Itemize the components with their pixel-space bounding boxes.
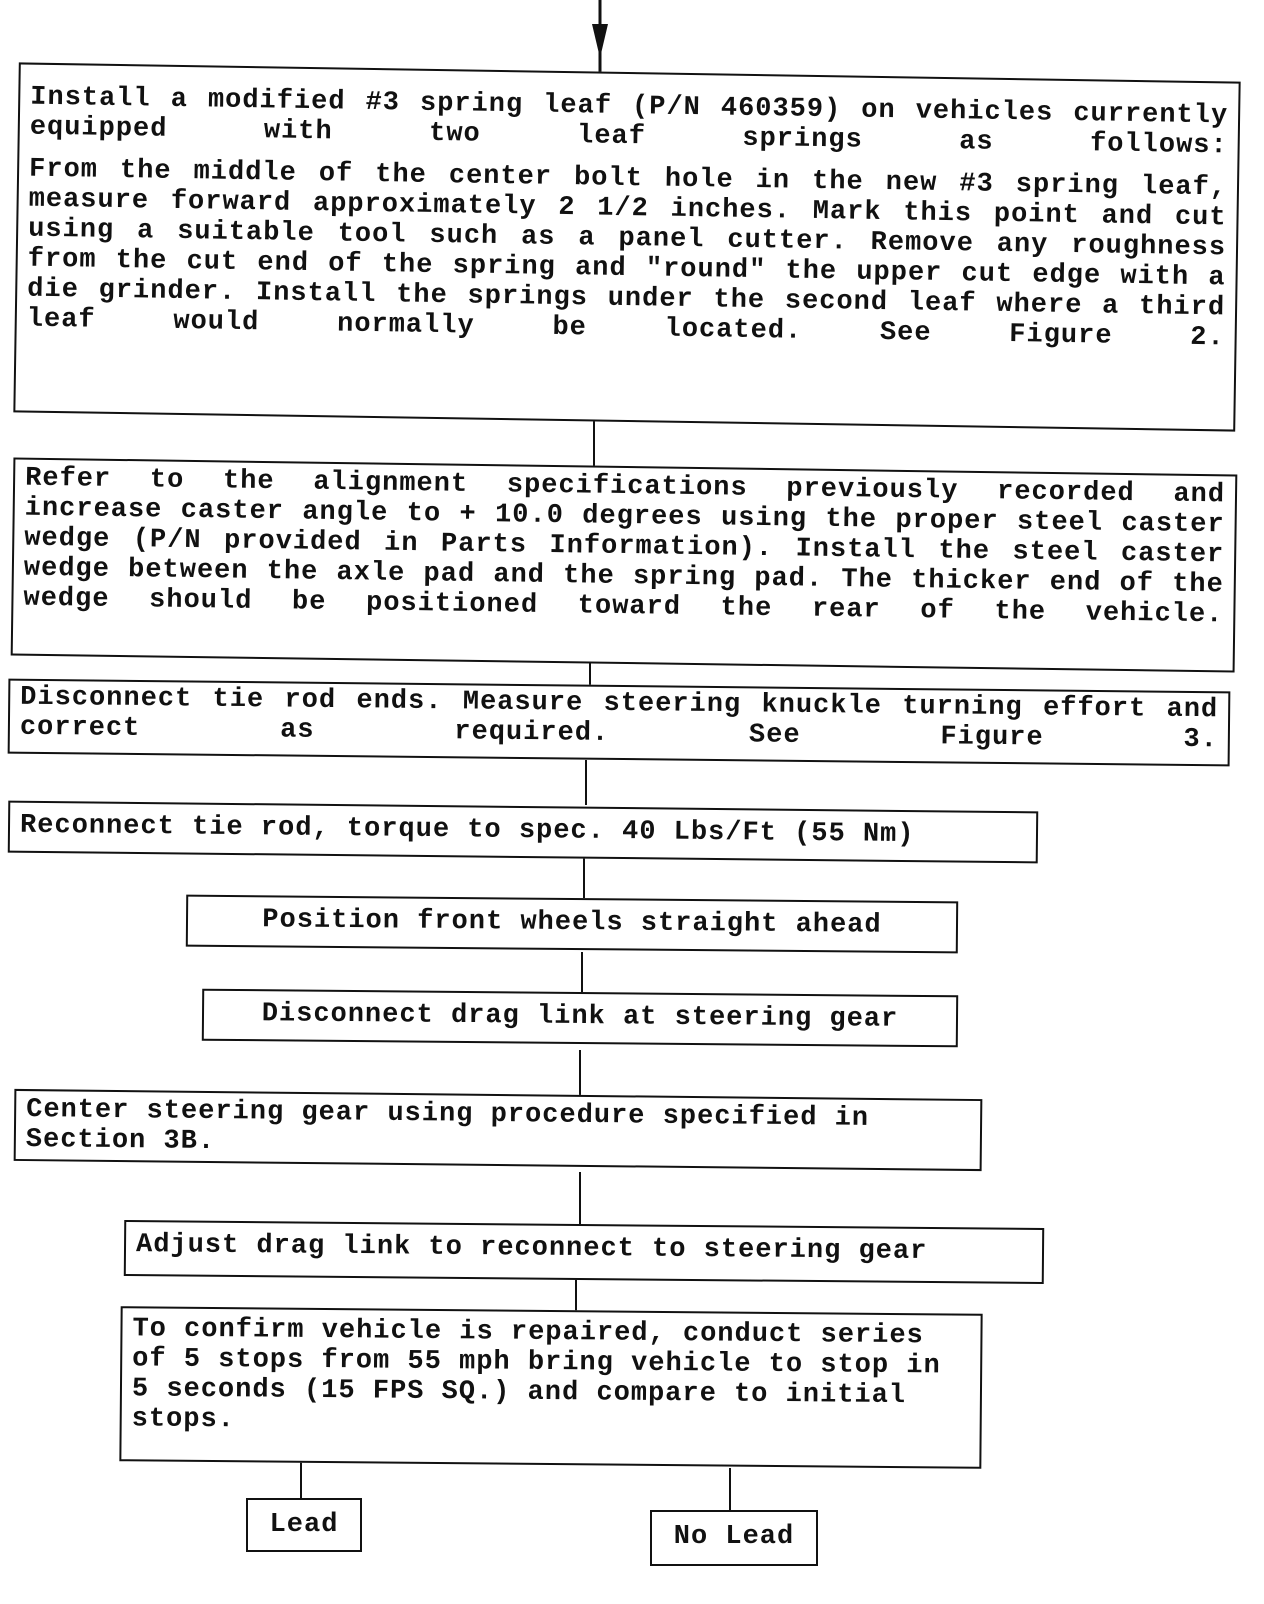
reconnect-tie-rod-text: Reconnect tie rod, torque to spec. 40 Lbs/Ft (55 Nm): [19, 810, 915, 851]
no-lead-outcome-box: [650, 1510, 818, 1566]
entry-arrowhead: [592, 24, 608, 58]
adjust-drag-link-box: [124, 1220, 1044, 1284]
install-spring-leaf-instructions: From the middle of the center bolt hole in the new #3 spring leaf, measure forward approximately 2 1/2 inches. Mark this point and cut using a suitable tool such as a panel cutter. Remove any roughness from the cut end of the spring and "round" the upper cut edge with a die grinder. Install the springs under the second leaf where a third leaf would normally be located. See Figure 2.: [26, 154, 1228, 354]
disconnect-tie-rod-box: [8, 679, 1231, 767]
caster-angle-box: [11, 457, 1238, 672]
disconnect-tie-rod-text: Disconnect tie rod ends. Measure steering knuckle turning effort and correct as required. See Figure 3.: [19, 682, 1219, 756]
install-spring-leaf-intro: Install a modified #3 spring leaf (P/N 460359) on vehicles currently equipped with two leaf springs as follows:: [29, 82, 1229, 162]
confirm-repair-text: To confirm vehicle is repaired, conduct series of 5 stops from 55 mph bring vehicle to stop in 5 seconds (15 FPS SQ.) and compare to initial stops.: [131, 1314, 941, 1436]
position-wheels-text: Position front wheels straight ahead: [262, 905, 882, 941]
install-spring-leaf-box: [13, 62, 1240, 431]
disconnect-drag-link-box: [202, 989, 958, 1048]
disconnect-drag-link-text: Disconnect drag link at steering gear: [261, 999, 899, 1035]
confirm-repair-box: [119, 1306, 982, 1469]
reconnect-tie-rod-box: [8, 801, 1038, 864]
center-steering-gear-text: Center steering gear using procedure specified in Section 3B.: [25, 1095, 870, 1158]
lead-outcome-box: [246, 1498, 362, 1552]
center-steering-gear-box: [14, 1089, 983, 1171]
adjust-drag-link-text: Adjust drag link to reconnect to steering gear: [135, 1230, 928, 1267]
position-wheels-box: [186, 895, 958, 954]
lead-outcome-label: Lead: [269, 1510, 339, 1540]
caster-angle-text: Refer to the alignment specifications previously recorded and increase caster angle to + 10.0 degrees using the proper steel caster wedge (P/N provided in Parts Information). Install the steel caster wedge between the axle pad and the spring pad. The thicker end of the wedge should be positioned toward the rear of the vehicle.: [23, 463, 1226, 631]
no-lead-outcome-label: No Lead: [673, 1522, 795, 1552]
